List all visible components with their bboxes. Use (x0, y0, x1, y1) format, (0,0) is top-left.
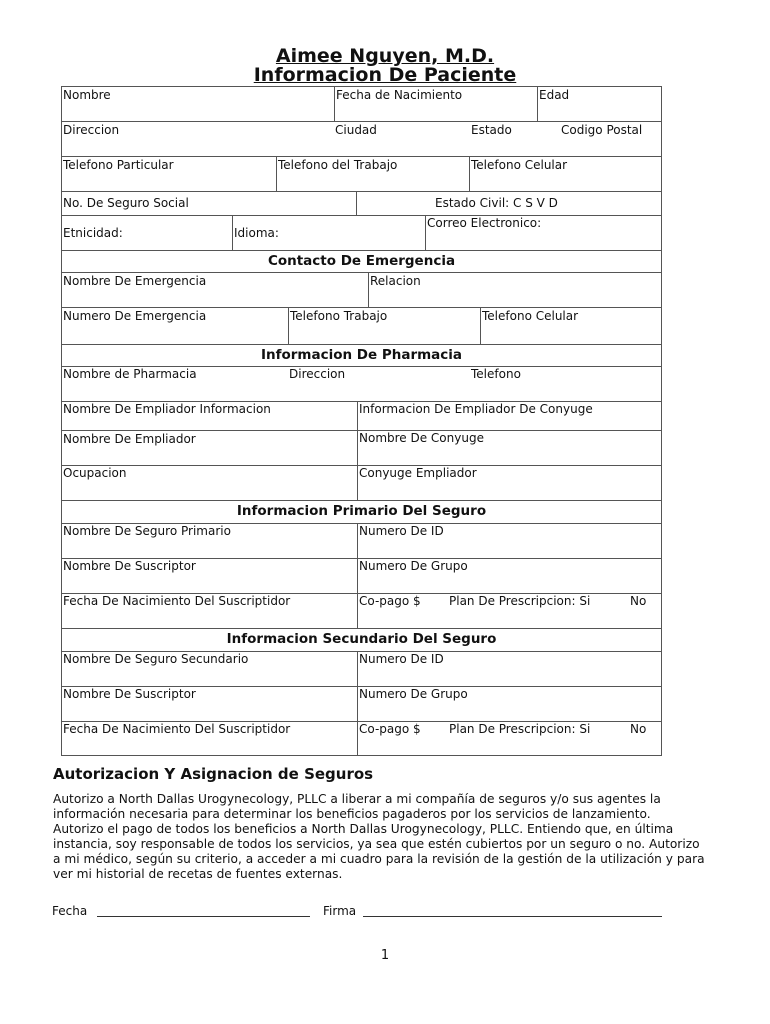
label-spouse-employer-info: Informacion De Empliador De Conyuge (359, 402, 593, 416)
field-emergency-work-phone[interactable] (288, 308, 481, 344)
authorization-line: Autorizo a North Dallas Urogynecology, PLLC a liberar a mi compañía de seguros y/o sus agentes la (53, 792, 661, 806)
label-idioma: Idioma: (234, 226, 279, 240)
row-name (61, 86, 662, 121)
label-nombre: Nombre (63, 88, 111, 102)
field-estado-civil[interactable] (356, 192, 661, 215)
fecha-signature-line[interactable] (97, 916, 310, 917)
label-secondary-rx-no[interactable]: No (630, 722, 647, 736)
heading-primary-insurance: Informacion Primario Del Seguro (236, 503, 487, 519)
label-estado: Estado (471, 123, 512, 137)
row-phones (61, 156, 662, 191)
field-emergency-cell[interactable] (480, 308, 661, 344)
label-secondary-insurance-name: Nombre De Seguro Secundario (63, 652, 249, 666)
fecha-label: Fecha (52, 904, 88, 918)
label-emergency-name: Nombre De Emergencia (63, 274, 207, 288)
row-emergency-phones (61, 307, 662, 344)
label-seguro-social: No. De Seguro Social (63, 196, 189, 210)
field-seguro-social[interactable] (62, 192, 357, 215)
heading-pharmacy: Informacion De Pharmacia (260, 347, 463, 363)
label-relacion: Relacion (370, 274, 421, 288)
label-secondary-subscriber: Nombre De Suscriptor (63, 687, 196, 701)
label-tel-trabajo: Telefono del Trabajo (278, 158, 398, 172)
row-primary-dob (61, 593, 662, 628)
label-pharmacy-phone: Telefono (471, 367, 521, 381)
label-primary-group: Numero De Grupo (359, 559, 468, 573)
field-tel-celular[interactable] (469, 157, 661, 191)
label-fecha-nacimiento: Fecha de Nacimiento (336, 88, 463, 102)
doctor-name: Aimee Nguyen, M.D. (275, 45, 495, 67)
label-ciudad: Ciudad (335, 123, 377, 137)
row-employer-info (61, 401, 662, 430)
firma-label: Firma (323, 904, 357, 918)
field-primary-copay[interactable] (357, 594, 661, 628)
label-edad: Edad (539, 88, 570, 102)
field-relacion[interactable] (368, 273, 661, 307)
field-primary-group[interactable] (357, 559, 661, 593)
row-employer-name (61, 430, 662, 465)
field-secondary-insurance-name[interactable] (62, 652, 358, 686)
label-direccion: Direccion (63, 123, 120, 137)
label-emergency-number: Numero De Emergencia (63, 309, 207, 323)
authorization-line: información necesaria para determinar los beneficios pagaderos por los servicios de lanzamiento. (53, 807, 651, 821)
label-secondary-rx-si[interactable]: Plan De Prescripcion: Si (449, 722, 591, 736)
field-employer-name[interactable] (62, 431, 358, 465)
label-pharmacy-name: Nombre de Pharmacia (63, 367, 197, 381)
label-spouse-name: Nombre De Conyuge (359, 431, 484, 445)
field-nombre[interactable] (62, 87, 335, 121)
field-spouse-name[interactable] (357, 431, 661, 465)
field-primary-subscriber[interactable] (62, 559, 358, 593)
field-secondary-id[interactable] (357, 652, 661, 686)
form-title: Informacion De Paciente (253, 64, 517, 86)
label-emergency-cell: Telefono Celular (482, 309, 579, 323)
field-emergency-number[interactable] (62, 308, 289, 344)
label-primary-rx-no[interactable]: No (630, 594, 647, 608)
field-idioma[interactable] (232, 216, 426, 250)
field-spouse-employer-info[interactable] (357, 402, 661, 430)
row-pharmacy[interactable] (61, 366, 662, 401)
row-primary-subscriber (61, 558, 662, 593)
authorization-line: ver mi historial de recetas de fuentes externas. (53, 867, 343, 881)
label-employer-name: Nombre De Empliador (63, 432, 196, 446)
row-occupation (61, 465, 662, 500)
label-codigo-postal: Codigo Postal (561, 123, 643, 137)
field-correo[interactable] (425, 216, 661, 250)
authorization-line: Autorizo el pago de todos los beneficios a North Dallas Urogynecology, PLLC. Entiendo que, en última (53, 822, 674, 836)
label-pharmacy-address: Direccion (289, 367, 346, 381)
row-address[interactable] (61, 121, 662, 156)
field-emergency-name[interactable] (62, 273, 369, 307)
field-primary-insurance-name[interactable] (62, 524, 358, 558)
label-employer-info: Nombre De Empliador Informacion (63, 402, 271, 416)
label-etnicidad: Etnicidad: (63, 226, 123, 240)
label-primary-dob: Fecha De Nacimiento Del Suscriptidor (63, 594, 291, 608)
section-emergency (61, 250, 662, 272)
row-secondary-subscriber (61, 686, 662, 721)
row-secondary-insurance-name (61, 651, 662, 686)
authorization-title: Autorizacion Y Asignacion de Seguros (53, 765, 374, 783)
label-tel-celular: Telefono Celular (471, 158, 568, 172)
label-secondary-copay: Co-pago $ (359, 722, 421, 736)
heading-emergency: Contacto De Emergencia (267, 253, 456, 269)
authorization-line: a mi médico, según su criterio, a acceder a mi cuadro para la revisión de la gestión de la utilización y para (53, 852, 705, 866)
field-etnicidad[interactable] (62, 216, 233, 250)
label-tel-particular: Telefono Particular (63, 158, 174, 172)
section-secondary-insurance (61, 628, 662, 651)
label-estado-civil: Estado Civil: C S V D (435, 196, 558, 210)
field-tel-trabajo[interactable] (276, 157, 470, 191)
authorization-line: instancia, soy responsable de todos los servicios, ya sea que estén cubiertos por un seguro o no. Autorizo (53, 837, 700, 851)
label-primary-copay: Co-pago $ (359, 594, 421, 608)
field-fecha-nacimiento[interactable] (334, 87, 538, 121)
label-secondary-group: Numero De Grupo (359, 687, 468, 701)
authorization-text (53, 792, 743, 882)
field-secondary-group[interactable] (357, 687, 661, 721)
label-emergency-work-phone: Telefono Trabajo (290, 309, 388, 323)
row-ethnicity (61, 215, 662, 250)
field-primary-dob[interactable] (62, 594, 358, 628)
label-primary-id: Numero De ID (359, 524, 444, 538)
field-secondary-dob[interactable] (62, 722, 358, 755)
label-occupation: Ocupacion (63, 466, 127, 480)
label-primary-subscriber: Nombre De Suscriptor (63, 559, 196, 573)
field-employer-info[interactable] (62, 402, 358, 430)
firma-signature-line[interactable] (363, 916, 662, 917)
field-edad[interactable] (537, 87, 661, 121)
row-secondary-dob (61, 721, 662, 756)
label-secondary-id: Numero De ID (359, 652, 444, 666)
section-pharmacy (61, 344, 662, 366)
label-primary-rx-si[interactable]: Plan De Prescripcion: Si (449, 594, 591, 608)
field-secondary-subscriber[interactable] (62, 687, 358, 721)
heading-secondary-insurance: Informacion Secundario Del Seguro (226, 631, 497, 647)
label-spouse-employer: Conyuge Empliador (359, 466, 477, 480)
page-number: 1 (380, 948, 390, 963)
field-tel-particular[interactable] (62, 157, 277, 191)
field-spouse-employer[interactable] (357, 466, 661, 500)
section-primary-insurance (61, 500, 662, 523)
field-occupation[interactable] (62, 466, 358, 500)
row-emergency-name (61, 272, 662, 307)
row-primary-insurance-name (61, 523, 662, 558)
field-secondary-copay[interactable] (357, 722, 661, 755)
field-primary-id[interactable] (357, 524, 661, 558)
label-primary-insurance-name: Nombre De Seguro Primario (63, 524, 231, 538)
label-secondary-dob: Fecha De Nacimiento Del Suscriptidor (63, 722, 291, 736)
row-ssn (61, 191, 662, 215)
label-correo: Correo Electronico: (427, 216, 542, 230)
